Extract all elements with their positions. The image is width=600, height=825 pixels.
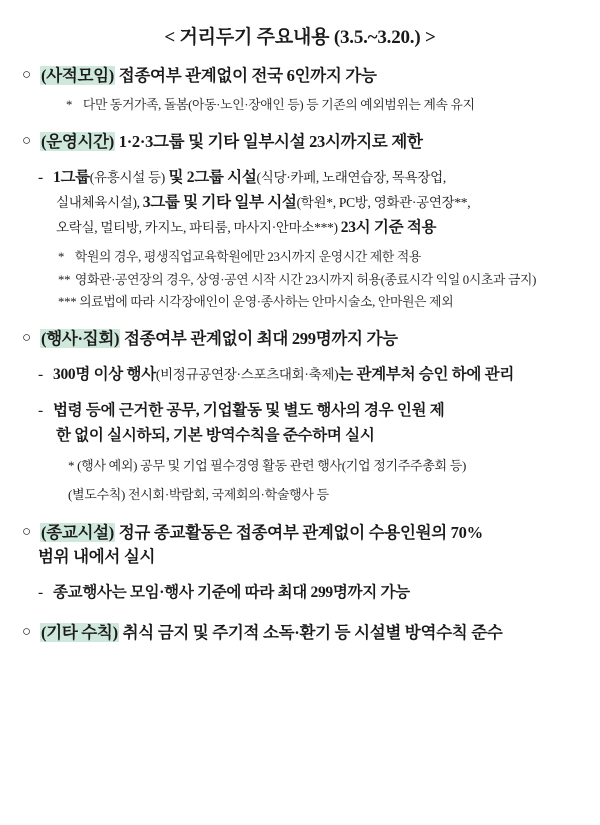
list-item-text: 법령 등에 근거한 공무, 기업활동 및 별도 행사의 경우 인원 제 — [53, 401, 445, 419]
bullet-circle-icon: ○ — [22, 523, 31, 540]
note-star: * — [68, 458, 75, 474]
note-text: (별도수칙) 전시회·박람회, 국제회의·학술행사 등 — [68, 486, 329, 502]
bullet-circle-icon: ○ — [22, 67, 31, 83]
section-tag: (종교시설) — [41, 522, 114, 542]
section-detail: 접종여부 관계없이 전국 6인까지 가능 — [114, 66, 377, 85]
section-text — [40, 521, 574, 545]
dash-marker: - — [38, 584, 43, 602]
section-text — [40, 327, 574, 351]
section-detail: 1·2·3그룹 및 기타 일부시설 23시까지로 제한 — [114, 132, 423, 152]
note-text: (행사 예외) 공무 및 기업 필수경영 활동 관련 행사(기업 정기주주총회 등) — [77, 458, 466, 474]
note-item — [22, 248, 574, 267]
list-item — [22, 580, 574, 605]
note-text: 의료법에 따라 시각장애인이 운영·종사하는 안마시술소, 안마원은 제외 — [79, 294, 454, 309]
group1-detail: (유흥시설 등) — [89, 170, 165, 186]
section-religious-facilities — [22, 521, 574, 545]
group3-label: 3그룹 및 기타 일부 시설 — [142, 194, 297, 212]
time-rule: 23시 기준 적용 — [340, 219, 437, 237]
section-continuation: 범위 내에서 실시 — [38, 546, 156, 566]
note-item — [22, 96, 574, 115]
list-item-continuation-1 — [22, 190, 574, 215]
group2-detail-b: 실내체육시설), — [56, 195, 143, 211]
subnote-item — [22, 485, 574, 506]
page-title: < 거리두기 주요내용 (3.5.~3.20.) > — [164, 27, 436, 48]
section-personal-gatherings — [22, 64, 574, 88]
note-text: 다만 동거가족, 돌봄(아동·노인·장애인 등) 등 기존의 예외범위는 계속 유지 — [82, 97, 475, 112]
dash-marker: - — [38, 401, 43, 419]
section-operating-hours — [22, 130, 574, 154]
conjunction: 및 — [164, 169, 187, 187]
threshold-detail: (비정규공연장·스포츠대회·축제) — [155, 366, 339, 382]
list-item — [22, 165, 574, 190]
document-page — [0, 22, 600, 825]
section-text — [40, 621, 574, 645]
note-item — [22, 271, 574, 290]
list-item-continuation-3: 한 없이 실시하되, 기본 방역수칙을 준수하며 실시 — [56, 427, 375, 445]
dash-marker: - — [38, 169, 43, 187]
threshold-label: 300명 이상 행사 — [53, 365, 156, 383]
group2-detail-a: (식당·카페, 노래연습장, 목욕장업, — [256, 170, 446, 186]
note-star: * — [58, 250, 65, 265]
group2-label: 2그룹 시설 — [186, 169, 257, 187]
bullet-circle-icon: ○ — [22, 623, 31, 640]
document-body — [0, 64, 600, 644]
bullet-circle-icon: ○ — [22, 329, 31, 346]
subnote-item — [22, 456, 574, 477]
list-item-text — [53, 165, 574, 190]
bullet-circle-icon: ○ — [22, 133, 31, 150]
list-item — [22, 398, 574, 423]
group3-detail-a: (학원*, PC방, 영화관·공연장**, — [296, 195, 471, 211]
note-star: ** — [58, 272, 71, 287]
dash-marker: - — [38, 365, 43, 383]
section-text — [40, 64, 574, 88]
note-item — [22, 293, 574, 312]
section-detail: 접종여부 관계없이 최대 299명까지 가능 — [120, 328, 398, 348]
section-events-assemblies — [22, 327, 574, 351]
note-text: 학원의 경우, 평생직업교육학원에만 23시까지 운영시간 제한 적용 — [74, 250, 422, 265]
section-detail: 취식 금지 및 주기적 소독·환기 등 시설별 방역수칙 준수 — [118, 622, 503, 642]
note-star: *** — [58, 294, 77, 309]
list-item-text: 종교행사는 모임·행사 기준에 따라 최대 299명까지 가능 — [53, 584, 410, 602]
list-item-text — [53, 362, 574, 387]
note-star: * — [66, 97, 73, 112]
section-detail: 정규 종교활동은 접종여부 관계없이 수용인원의 70% — [114, 522, 483, 542]
list-item — [22, 362, 574, 387]
list-item-continuation-2 — [22, 215, 574, 240]
section-tag: (행사·집회) — [41, 328, 120, 348]
group3-detail-b: 오락실, 멀티방, 카지노, 파티룸, 마사지·안마소***) — [56, 220, 341, 236]
threshold-rule: 는 관계부처 승인 하에 관리 — [338, 365, 515, 383]
section-tag: (운영시간) — [41, 132, 114, 152]
section-text — [40, 130, 574, 154]
note-text: 영화관·공연장의 경우, 상영·공연 시작 시간 23시까지 허용(종료시각 익일 0시초과 금지) — [74, 272, 537, 287]
section-tag: (사적모임) — [41, 66, 114, 85]
section-tag: (기타 수칙) — [41, 622, 118, 642]
section-other-rules — [22, 621, 574, 645]
group1-label: 1그룹 — [53, 169, 90, 187]
